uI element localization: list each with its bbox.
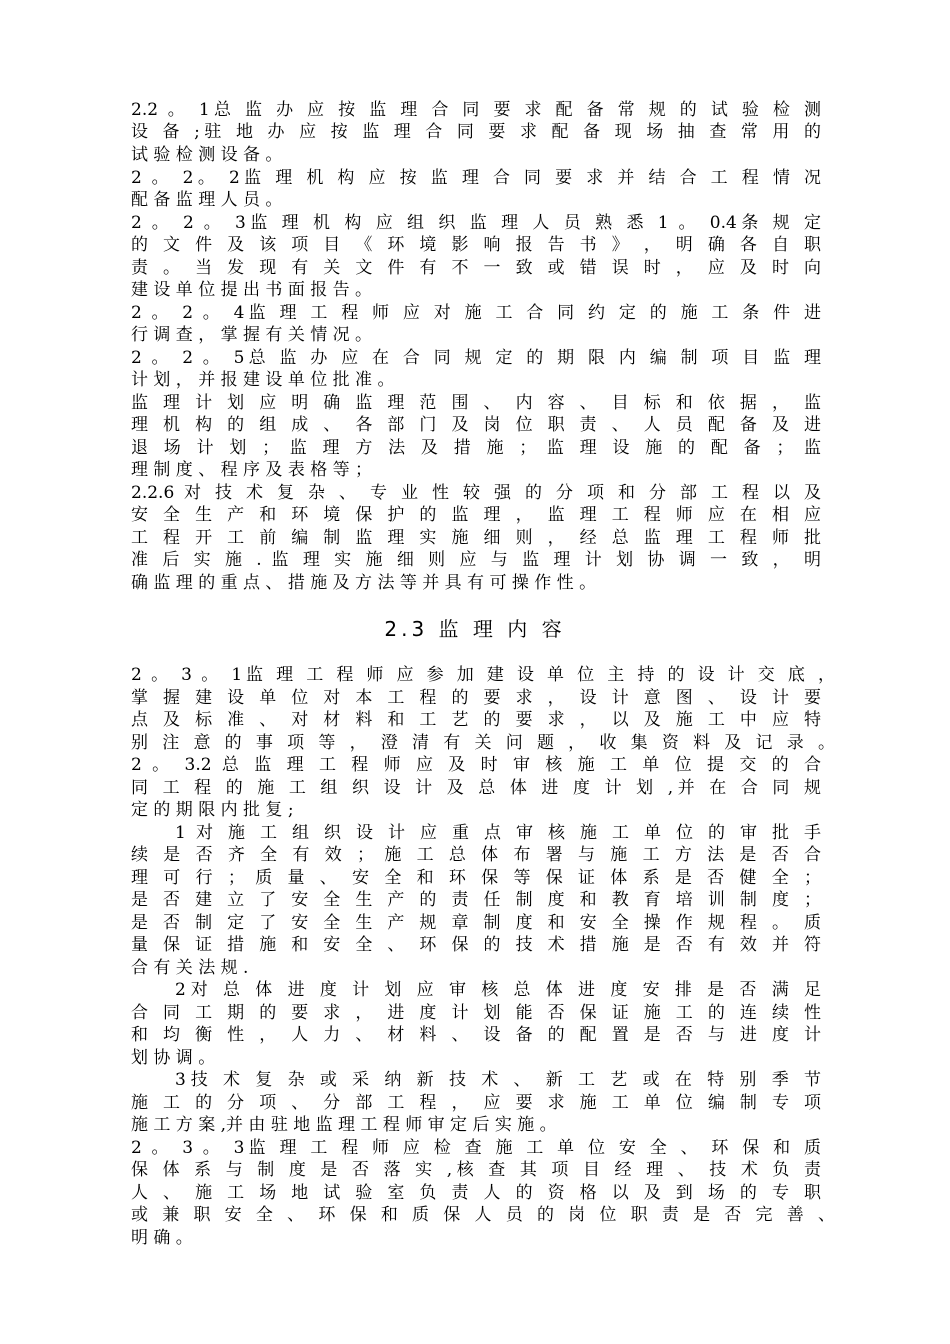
text-line: 1 对 施 工 组 织 设 计 应 重 点 审 核 施 工 单 位 的 审 批 手 (175, 823, 821, 843)
text-line: 合 同 工 期 的 要 求 ， 进 度 计 划 能 否 保 证 施 工 的 连 续 性 (131, 1003, 821, 1023)
text-line: 施 工 方 案 ,并 由 驻 地 监 理 工 程 师 审 定 后 实 施 。 (131, 1115, 557, 1135)
text-line: 的 文 件 及 该 项 目 《 环 境 影 响 报 告 书 》 ， 明 确 各 自 职 (131, 235, 821, 255)
text-line: 保 体 系 与 制 度 是 否 落 实 ,核 查 其 项 目 经 理 、 技 术 负 责 (131, 1160, 821, 1180)
text-line: 续 是 否 齐 全 有 效 ； 施 工 总 体 布 署 与 施 工 方 法 是 否 合 (131, 845, 821, 865)
text-line: 2.2.6 对 技 术 复 杂 、 专 业 性 较 强 的 分 项 和 分 部 工 程 以 及 (131, 483, 821, 503)
text-line: 2 。 2 。 4监 理 工 程 师 应 对 施 工 合 同 约 定 的 施 工 条 件 进 (131, 303, 821, 323)
text-line: 和 均 衡 性 ， 人 力 、 材 料 、 设 备 的 配 置 是 否 与 进 度 计 (131, 1025, 821, 1045)
text-line: 掌 握 建 设 单 位 对 本 工 程 的 要 求 ， 设 计 意 图 、 设 计 要 (131, 688, 821, 708)
text-line: 退 场 计 划 ； 监 理 方 法 及 措 施 ； 监 理 设 施 的 配 备 ； 监 (131, 438, 821, 458)
text-line: 配 备 监 理 人 员 。 (131, 190, 283, 210)
text-line: 或 兼 职 安 全 、 环 保 和 质 保 人 员 的 岗 位 职 责 是 否 完 善 、 (131, 1205, 835, 1225)
text-line: 2.2 。 1总 监 办 应 按 监 理 合 同 要 求 配 备 常 规 的 试 验 检 测 (131, 100, 821, 120)
text-line: 定 的 期 限 内 批 复 ; (131, 800, 294, 820)
text-line: 责 。 当 发 现 有 关 文 件 有 不 一 致 或 错 误 时 ， 应 及 时 向 (131, 258, 821, 278)
text-line: 2 。 2 。 3监 理 机 构 应 组 织 监 理 人 员 熟 悉 1 。 0.4条 规 定 (131, 213, 821, 233)
text-line: 别 注 意 的 事 项 等 ， 澄 清 有 关 问 题 ， 收 集 资 料 及 记 录 。 (131, 733, 835, 753)
text-line: 3技 术 复 杂 或 采 纳 新 技 术 、 新 工 艺 或 在 特 别 季 节 (175, 1070, 821, 1090)
text-line: 试 验 检 测 设 备 。 (131, 145, 283, 165)
text-line: 同 工 程 的 施 工 组 织 设 计 及 总 体 进 度 计 划 ,并 在 合 同 规 (131, 778, 821, 798)
section-heading: 2.3 监 理 内 容 (384, 617, 566, 641)
text-line: 2 。 3 。 3监 理 工 程 师 应 检 查 施 工 单 位 安 全 、 环 保 和 质 (131, 1138, 821, 1158)
text-line: 行 调 查 ， 掌 握 有 关 情 况 。 (131, 325, 373, 345)
text-line: 理 可 行 ； 质 量 、 安 全 和 环 保 等 保 证 体 系 是 否 健 全 ； (131, 868, 821, 888)
text-line: 合 有 关 法 规 . (131, 958, 249, 978)
text-line: 点 及 标 准 、 对 材 料 和 工 艺 的 要 求 ， 以 及 施 工 中 应 特 (131, 710, 821, 730)
text-line: 划 协 调 。 (131, 1048, 216, 1068)
text-line: 安 全 生 产 和 环 境 保 护 的 监 理 ， 监 理 工 程 师 应 在 相 应 (131, 505, 821, 525)
text-line: 理 制 度 、 程 序 及 表 格 等 ； (131, 460, 373, 480)
text-line: 2 。 2 。 5总 监 办 应 在 合 同 规 定 的 期 限 内 编 制 项 目 监 理 (131, 348, 821, 368)
text-line: 是 否 制 定 了 安 全 生 产 规 章 制 度 和 安 全 操 作 规 程 。 质 (131, 913, 821, 933)
text-line: 建 设 单 位 提 出 书 面 报 告 。 (131, 280, 373, 300)
text-line: 人 、 施 工 场 地 试 验 室 负 责 人 的 资 格 以 及 到 场 的 专 职 (131, 1183, 821, 1203)
text-line: 是 否 建 立 了 安 全 生 产 的 责 任 制 度 和 教 育 培 训 制 度 ； (131, 890, 821, 910)
text-line: 工 程 开 工 前 编 制 监 理 实 施 细 则 ， 经 总 监 理 工 程 师 批 (131, 528, 821, 548)
text-line: 2 。 3 。 1监 理 工 程 师 应 参 加 建 设 单 位 主 持 的 设 计 交 底 ， (131, 665, 835, 685)
text-line: 计 划 ， 并 报 建 设 单 位 批 准 。 (131, 370, 395, 390)
text-line: 2对 总 体 进 度 计 划 应 审 核 总 体 进 度 安 排 是 否 满 足 (175, 980, 821, 1000)
text-line: 监 理 计 划 应 明 确 监 理 范 围 、 内 容 、 目 标 和 依 据 ， 监 (131, 393, 821, 413)
text-line: 2 。 3.2 总 监 理 工 程 师 应 及 时 审 核 施 工 单 位 提 交 的 合 (131, 755, 821, 775)
text-line: 明 确 。 (131, 1228, 193, 1248)
text-line: 确 监 理 的 重 点 、 措 施 及 方 法 等 并 具 有 可 操 作 性 。 (131, 573, 597, 593)
text-line: 设 备 ;驻 地 办 应 按 监 理 合 同 要 求 配 备 现 场 抽 查 常 用 的 (131, 122, 821, 142)
text-line: 理 机 构 的 组 成 、 各 部 门 及 岗 位 职 责 、 人 员 配 备 及 进 (131, 415, 821, 435)
text-line: 量 保 证 措 施 和 安 全 、 环 保 的 技 术 措 施 是 否 有 效 并 符 (131, 935, 821, 955)
text-line: 准 后 实 施 . 监 理 实 施 细 则 应 与 监 理 计 划 协 调 一 致 ， 明 (131, 550, 821, 570)
text-line: 2 。 2。 2监 理 机 构 应 按 监 理 合 同 要 求 并 结 合 工 程 情 况 (131, 168, 821, 188)
text-line: 施 工 的 分 项 、 分 部 工 程 ， 应 要 求 施 工 单 位 编 制 专 项 (131, 1093, 821, 1113)
